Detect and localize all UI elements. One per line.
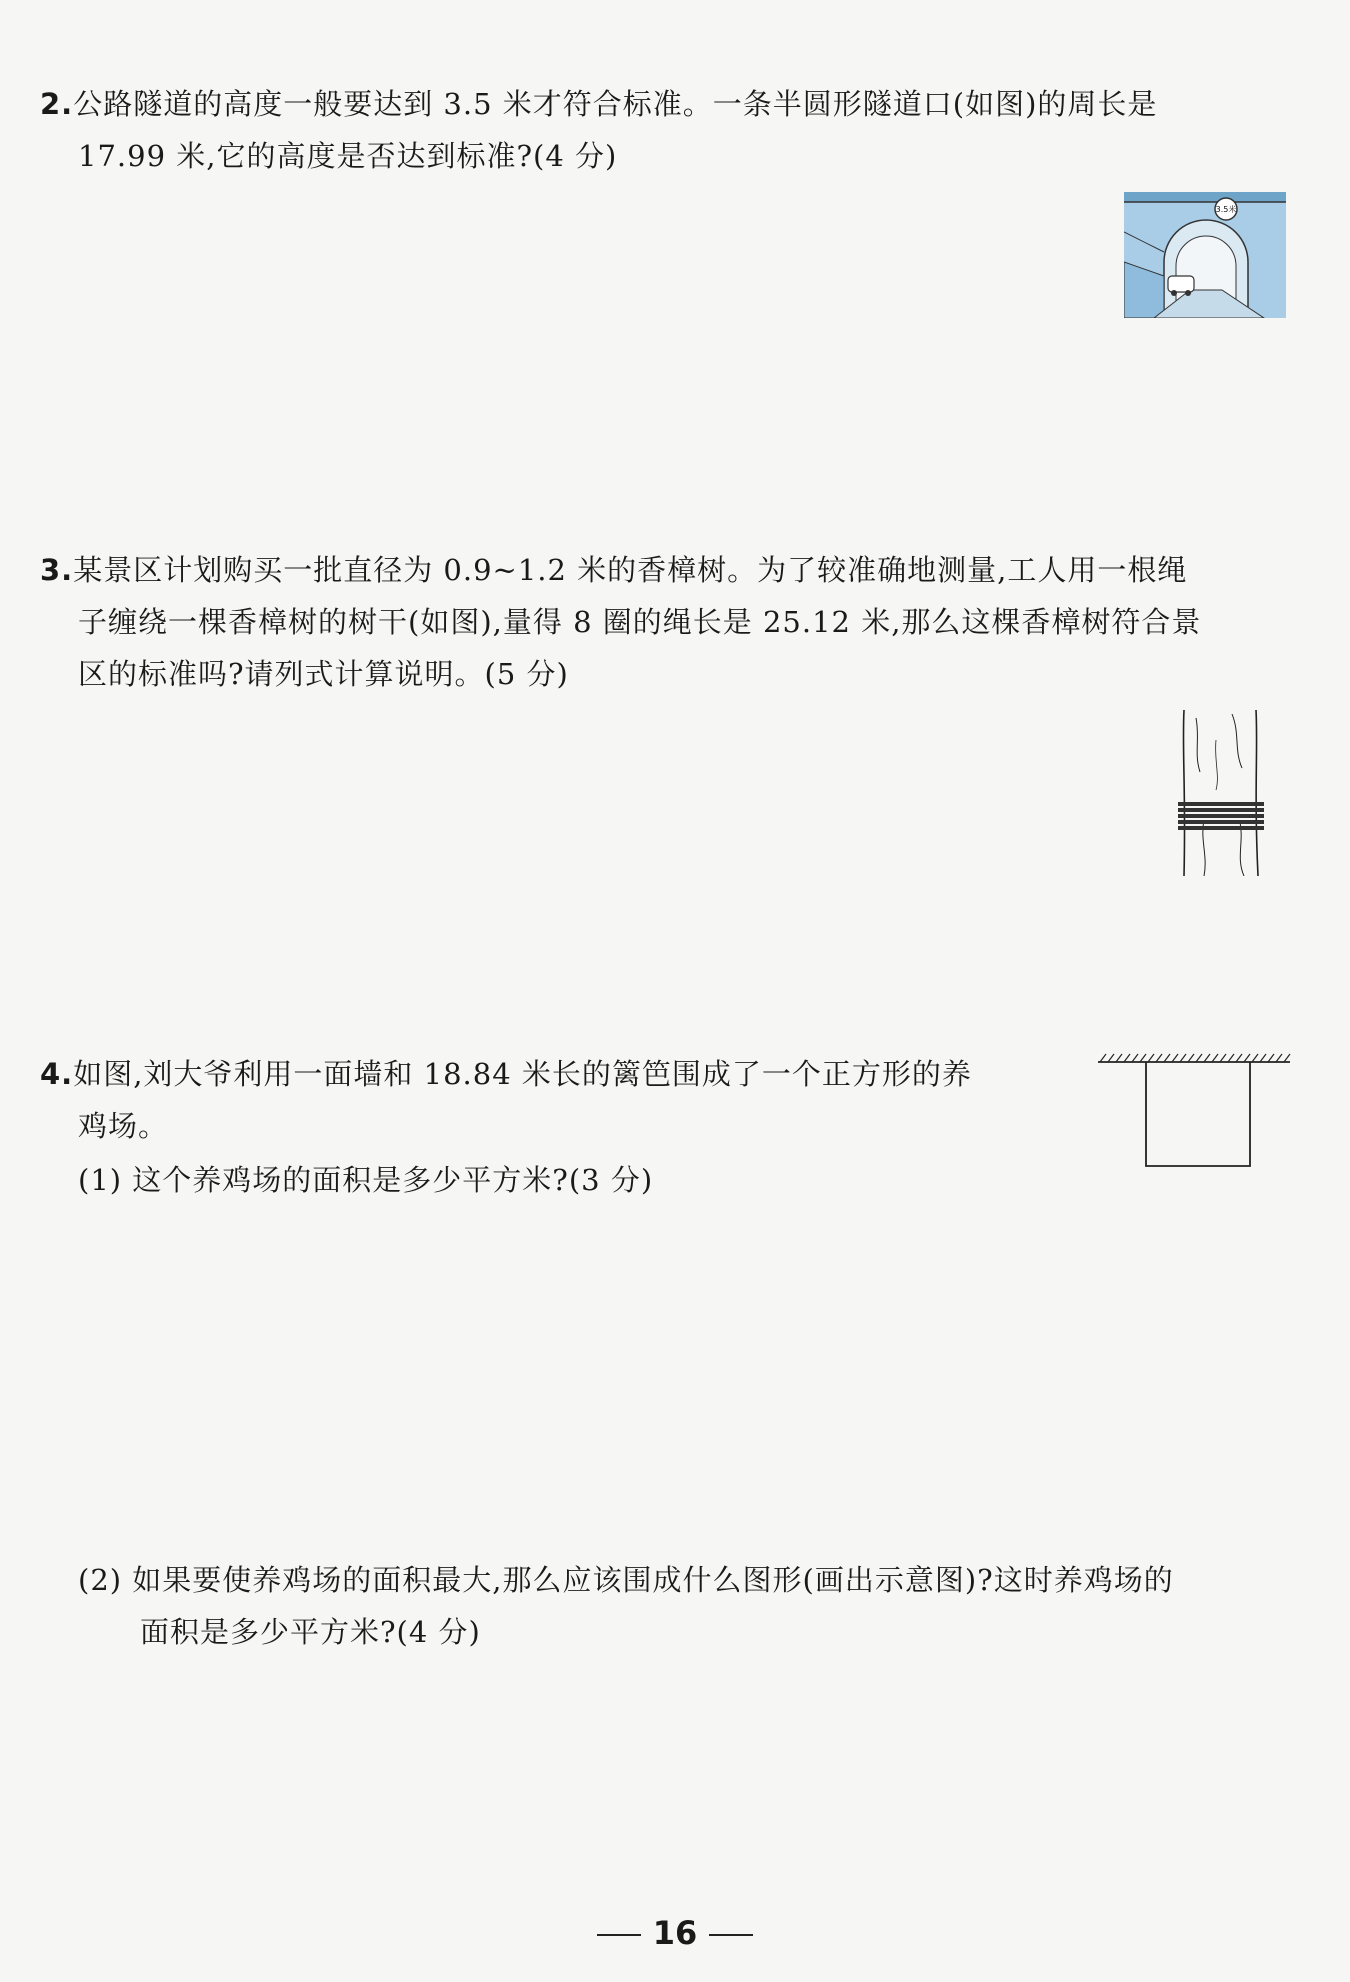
q4-sub2-line2: 面积是多少平方米?(4 分) — [140, 1615, 481, 1649]
q2-line2: 17.99 米,它的高度是否达到标准?(4 分) — [78, 139, 618, 173]
q4-number: 4. — [40, 1057, 74, 1091]
page-number: 16 — [652, 1914, 698, 1952]
q4-line1 — [40, 1056, 972, 1092]
footer-right-dash — [709, 1934, 753, 1936]
q3-line3: 区的标准吗?请列式计算说明。(5 分) — [78, 657, 569, 691]
chicken-coop-figure — [1096, 1050, 1292, 1170]
q2-text-line1: 公路隧道的高度一般要达到 3.5 米才符合标准。一条半圆形隧道口(如图)的周长是 — [73, 87, 1158, 121]
q4-text-line1: 如图,刘大爷利用一面墙和 18.84 米长的篱笆围成了一个正方形的养 — [73, 1057, 972, 1091]
q4-line2: 鸡场。 — [78, 1109, 169, 1143]
page-footer — [0, 1914, 1350, 1952]
q4-sub2-line1: (2) 如果要使养鸡场的面积最大,那么应该围成什么图形(画出示意图)?这时养鸡场的 — [78, 1563, 1174, 1597]
tunnel-figure — [1124, 192, 1286, 318]
q3-line1 — [40, 552, 1187, 588]
q4-sub1: (1) 这个养鸡场的面积是多少平方米?(3 分) — [78, 1163, 654, 1197]
q2-line1 — [40, 86, 1157, 122]
q3-number: 3. — [40, 553, 74, 587]
footer-left-dash — [597, 1934, 641, 1936]
q3-text-line1: 某景区计划购买一批直径为 0.9~1.2 米的香樟树。为了较准确地测量,工人用一根绳 — [73, 553, 1188, 587]
tree-trunk-figure — [1170, 710, 1270, 876]
q3-line2: 子缠绕一棵香樟树的树干(如图),量得 8 圈的绳长是 25.12 米,那么这棵香樟树符合景 — [78, 605, 1202, 639]
height-limit-sign: 3.5米 — [1215, 205, 1237, 214]
q2-number: 2. — [40, 87, 74, 121]
